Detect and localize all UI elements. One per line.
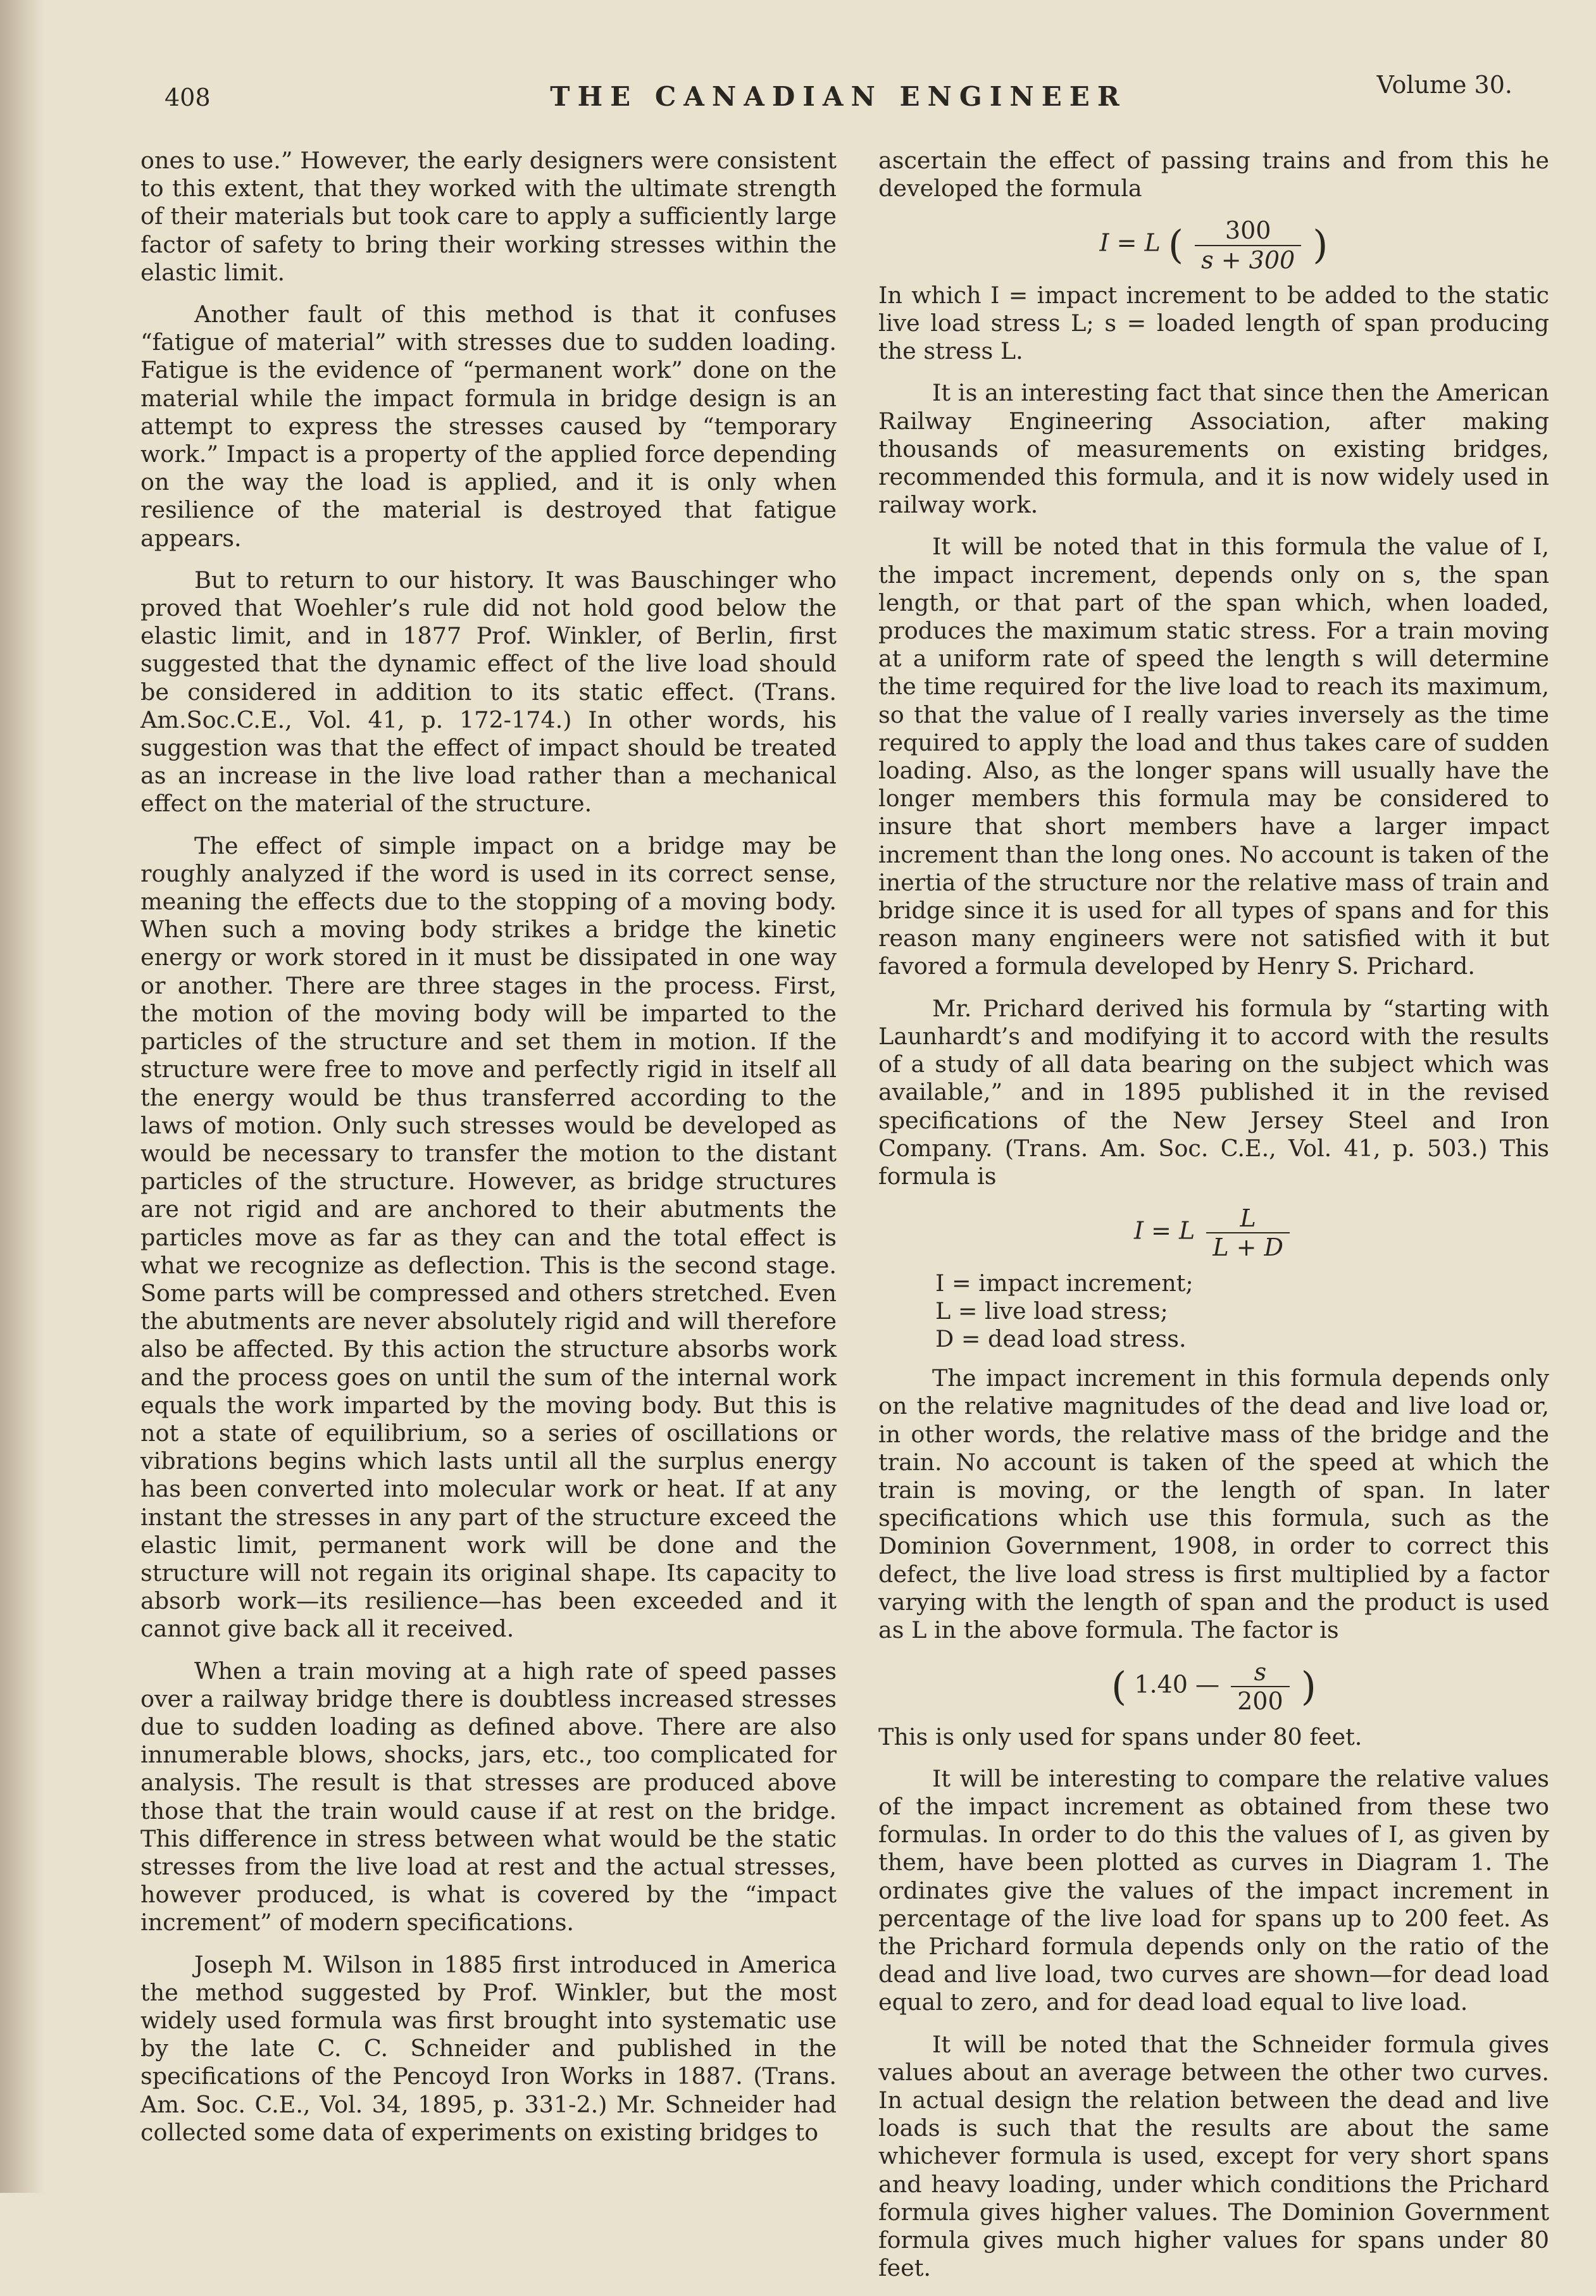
paragraph: ascertain the effect of passing trains and from this he developed the formula <box>878 147 1549 203</box>
paragraph: The effect of simple impact on a bridge may be roughly analyzed if the word is used in its correct sense, meaning the effects due to the stopping of a moving body. When such a moving body strikes a bridge the kinetic energy or work stored in it must be dissipated in one way or another. There are three stages in the process. First, the motion of the moving body will be imparted to the particles of the structure and set them in motion. If the structure were free to move and perfectly rigid in itself all the energy would be thus transferred according to the laws of motion. Only such stresses would be developed as would be necessary to transfer the motion to the distant particles of the structure. However, as bridge structures are not rigid and are anchored to their abutments the particles move as far as they can and the total effect is what we recognize as deflection. This is the second stage. Some parts will be compressed and others stretched. Even the abutments are never absolutely rigid and will therefore also be affected. By this action the structure absorbs work and the process goes on until the sum of the internal work equals the work imparted by the moving body. But this is not a state of equilibrium, so a series of oscillations or vibrations begins which lasts until all the surplus energy has been converted into molecular work or heat. If at any instant the stresses in any part of the structure exceed the elastic limit, permanent work will be done and the structure will not regain its original shape. Its capacity to absorb work—its resilience—has been exceeded and it cannot give back all it received. <box>140 832 837 1643</box>
fraction-numerator: 300 <box>1195 216 1301 246</box>
paragraph: It is an interesting fact that since then the American Railway Engineering Association, after making thousands of measurements on existing bridges, recommended this formula, and it is now widely used in railway work. <box>878 379 1549 519</box>
prichard-formula <box>878 1204 1549 1261</box>
paragraph: It will be noted that the Schneider formula gives values about an average between the other two curves. In actual design the relation between the dead and live loads is such that the results are about the same whichever formula is used, except for very short spans and heavy loading, under which conditions the Prichard formula gives higher values. The Dominion Government formula gives much higher values for spans under 80 feet. <box>878 2030 1549 2282</box>
paragraph: Another fault of this method is that it confuses “fatigue of material” with stresses due to sudden loading. Fatigue is the evidence of “permanent work” done on the material while the impact formula in bridge design is an attempt to express the stresses caused by “temporary work.” Impact is a property of the applied force depending on the way the load is applied, and it is only when resilience of the material is destroyed that fatigue appears. <box>140 301 837 552</box>
left-column <box>140 147 837 2161</box>
formula-definitions <box>935 1270 1549 1354</box>
definition-line: L = live load stress; <box>935 1297 1168 1325</box>
paragraph: It will be interesting to compare the relative values of the impact increment as obtained from these two formulas. In order to do this the values of I, as given by them, have been plotted as curves in Diagram 1. The ordinates give the values of the impact increment in percentage of the live load for spans up to 200 feet. As the Prichard formula depends only on the ratio of the dead and live load, two curves are shown—for dead load equal to zero, and for dead load equal to live load. <box>878 1764 1549 2016</box>
fraction-denominator: L + D <box>1213 1233 1284 1262</box>
fraction-denominator: s + 300 <box>1201 246 1295 274</box>
volume-label: Volume 30. <box>1376 71 1512 99</box>
paragraph: The impact increment in this formula depends only on the relative magnitudes of the dead and live load or, in other words, the relative mass of the bridge and the train. No account is taken of the speed at which the train is moving, or the length of span. In later specifications which use this formula, such as the Dominion Government, 1908, in order to correct this defect, the live load stress is first multiplied by a factor varying with the length of span and the product is used as L in the above formula. The factor is <box>878 1364 1549 1644</box>
paren-close: ) <box>1300 1663 1316 1710</box>
formula-fraction <box>1206 1204 1290 1261</box>
right-column <box>878 147 1549 2296</box>
journal-title: THE CANADIAN ENGINEER <box>550 81 1127 112</box>
dominion-factor-formula <box>878 1658 1549 1715</box>
paren-close: ) <box>1312 221 1328 268</box>
paragraph: In which I = impact increment to be added to the static live load stress L; s = loaded length of span producing the stress L. <box>878 281 1549 365</box>
page-header <box>165 71 1512 122</box>
paren-open: ( <box>1168 221 1184 268</box>
paragraph: It will be noted that in this formula the value of I, the impact increment, depends only on s, the span length, or that part of the span which, when loaded, produces the maximum static stress. For a train moving at a uniform rate of speed the length s will determine the time required for the live load to reach its maximum, so that the value of I really varies inversely as the time required to apply the load and thus takes care of sudden loading. Also, as the longer spans will usually have the longer members this formula may be considered to insure that short members have a larger impact increment than the long ones. No account is taken of the inertia of the structure nor the relative mass of train and bridge since it is used for all types of spans and for this reason many engineers were not satisfied with it but favored a formula developed by Henry S. Prichard. <box>878 533 1549 980</box>
formula-lhs: I = L <box>1133 1216 1195 1245</box>
fraction-numerator: s <box>1231 1658 1290 1687</box>
definition-line: I = impact increment; <box>935 1269 1194 1297</box>
paragraph: But to return to our history. It was Bauschinger who proved that Woehler’s rule did not hold good below the elastic limit, and in 1877 Prof. Winkler, of Berlin, first suggested that the dynamic effect of the live load should be considered in addition to its static effect. (Trans. Am.Soc.C.E., Vol. 41, p. 172-174.) In other words, his suggestion was that the effect of impact should be treated as an increase in the live load rather than a mechanical effect on the material of the structure. <box>140 566 837 818</box>
page-number: 408 <box>165 84 211 111</box>
fraction-denominator: 200 <box>1237 1687 1283 1716</box>
paragraph: This is only used for spans under 80 feet. <box>878 1723 1362 1750</box>
formula-lhs: I = L <box>1099 229 1161 258</box>
formula-fraction <box>1195 216 1301 273</box>
paragraph: Mr. Prichard derived his formula by “starting with Launhardt’s and modifying it to accord with the results of a study of all data bearing on the subject which was available,” and in 1895 published it in the revised specifications of the New Jersey Steel and Iron Company. (Trans. Am. Soc. C.E., Vol. 41, p. 503.) This formula is <box>878 994 1549 1190</box>
paragraph: When a train moving at a high rate of speed passes over a railway bridge there is doubtless increased stresses due to sudden loading as defined above. There are also innumerable blows, shocks, jars, etc., too complicated for analysis. The result is that stresses are produced above those that the train would cause if at rest on the bridge. This difference in stress between what would be the static stresses from the live load at rest and the actual stresses, however produced, is what is covered by the “impact increment” of modern specifications. <box>140 1657 837 1937</box>
definition-line: D = dead load stress. <box>935 1325 1187 1352</box>
page-binding-shadow <box>0 0 44 2193</box>
formula-fraction <box>1231 1658 1290 1715</box>
paragraph: ones to use.” However, the early designers were consistent to this extent, that they worked with the ultimate strength of their materials but took care to apply a sufficiently large factor of safety to bring their working stresses within the elastic limit. <box>140 147 837 286</box>
schneider-formula <box>878 216 1549 273</box>
paragraph: Joseph M. Wilson in 1885 first introduced in America the method suggested by Prof. Winkler, but the most widely used formula was first brought into systematic use by the late C. C. Schneider and published in the specifications of the Pencoyd Iron Works in 1887. (Trans. Am. Soc. C.E., Vol. 34, 1895, p. 331-2.) Mr. Schneider had collected some data of experiments on existing bridges to <box>140 1950 837 2146</box>
fraction-numerator: L <box>1206 1204 1290 1233</box>
paren-open: ( <box>1111 1663 1127 1710</box>
formula-lhs: 1.40 — <box>1134 1670 1220 1699</box>
